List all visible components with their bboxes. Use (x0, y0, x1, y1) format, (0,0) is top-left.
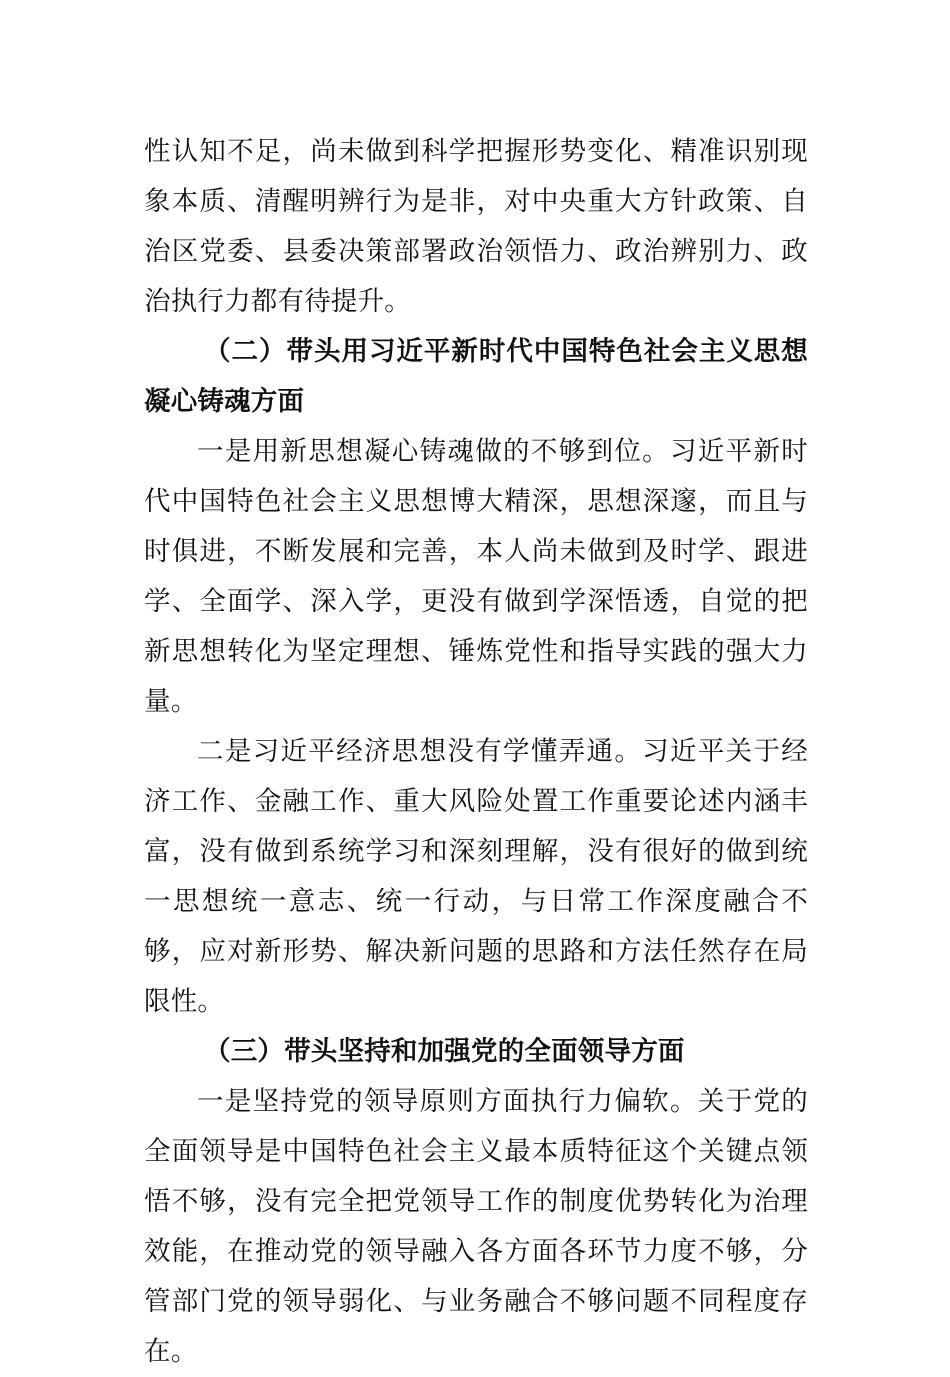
paragraph-party-leadership: 一是坚持党的领导原则方面执行力偏软。关于党的全面领导是中国特色社会主义最本质特征这个关键点领悟不够，没有完全把党领导工作的制度优势转化为治理效能，在推动党的领导融入各方面各环节力度不够，分管部门党的领导弱化、与业务融合不够问题不同程度存在。 (144, 1086, 808, 1367)
section-heading-2: （二）带头用习近平新时代中国特色社会主义思想凝心铸魂方面 (144, 336, 808, 417)
document-page (144, 127, 808, 1377)
section-heading-3: （三）带头坚持和加强党的全面领导方面 (204, 1036, 685, 1067)
paragraph-economic-thought: 二是习近平经济思想没有学懂弄通。习近平关于经济工作、金融工作、重大风险处置工作重要论述内涵丰富，没有做到系统学习和深刻理解，没有很好的做到统一思想统一意志、统一行动，与日常工作深度融合不够，应对新形势、解决新问题的思路和方法任然存在局限性。 (144, 736, 808, 1017)
paragraph-political-awareness: 性认知不足，尚未做到科学把握形势变化、精准识别现象本质、清醒明辨行为是非，对中央重大方针政策、自治区党委、县委决策部署政治领悟力、政治辨别力、政治执行力都有待提升。 (144, 136, 808, 317)
paragraph-new-thought: 一是用新思想凝心铸魂做的不够到位。习近平新时代中国特色社会主义思想博大精深，思想深邃，而且与时俱进，不断发展和完善，本人尚未做到及时学、跟进学、全面学、深入学，更没有做到学深悟透，自觉的把新思想转化为坚定理想、锤炼党性和指导实践的强大力量。 (144, 436, 808, 717)
